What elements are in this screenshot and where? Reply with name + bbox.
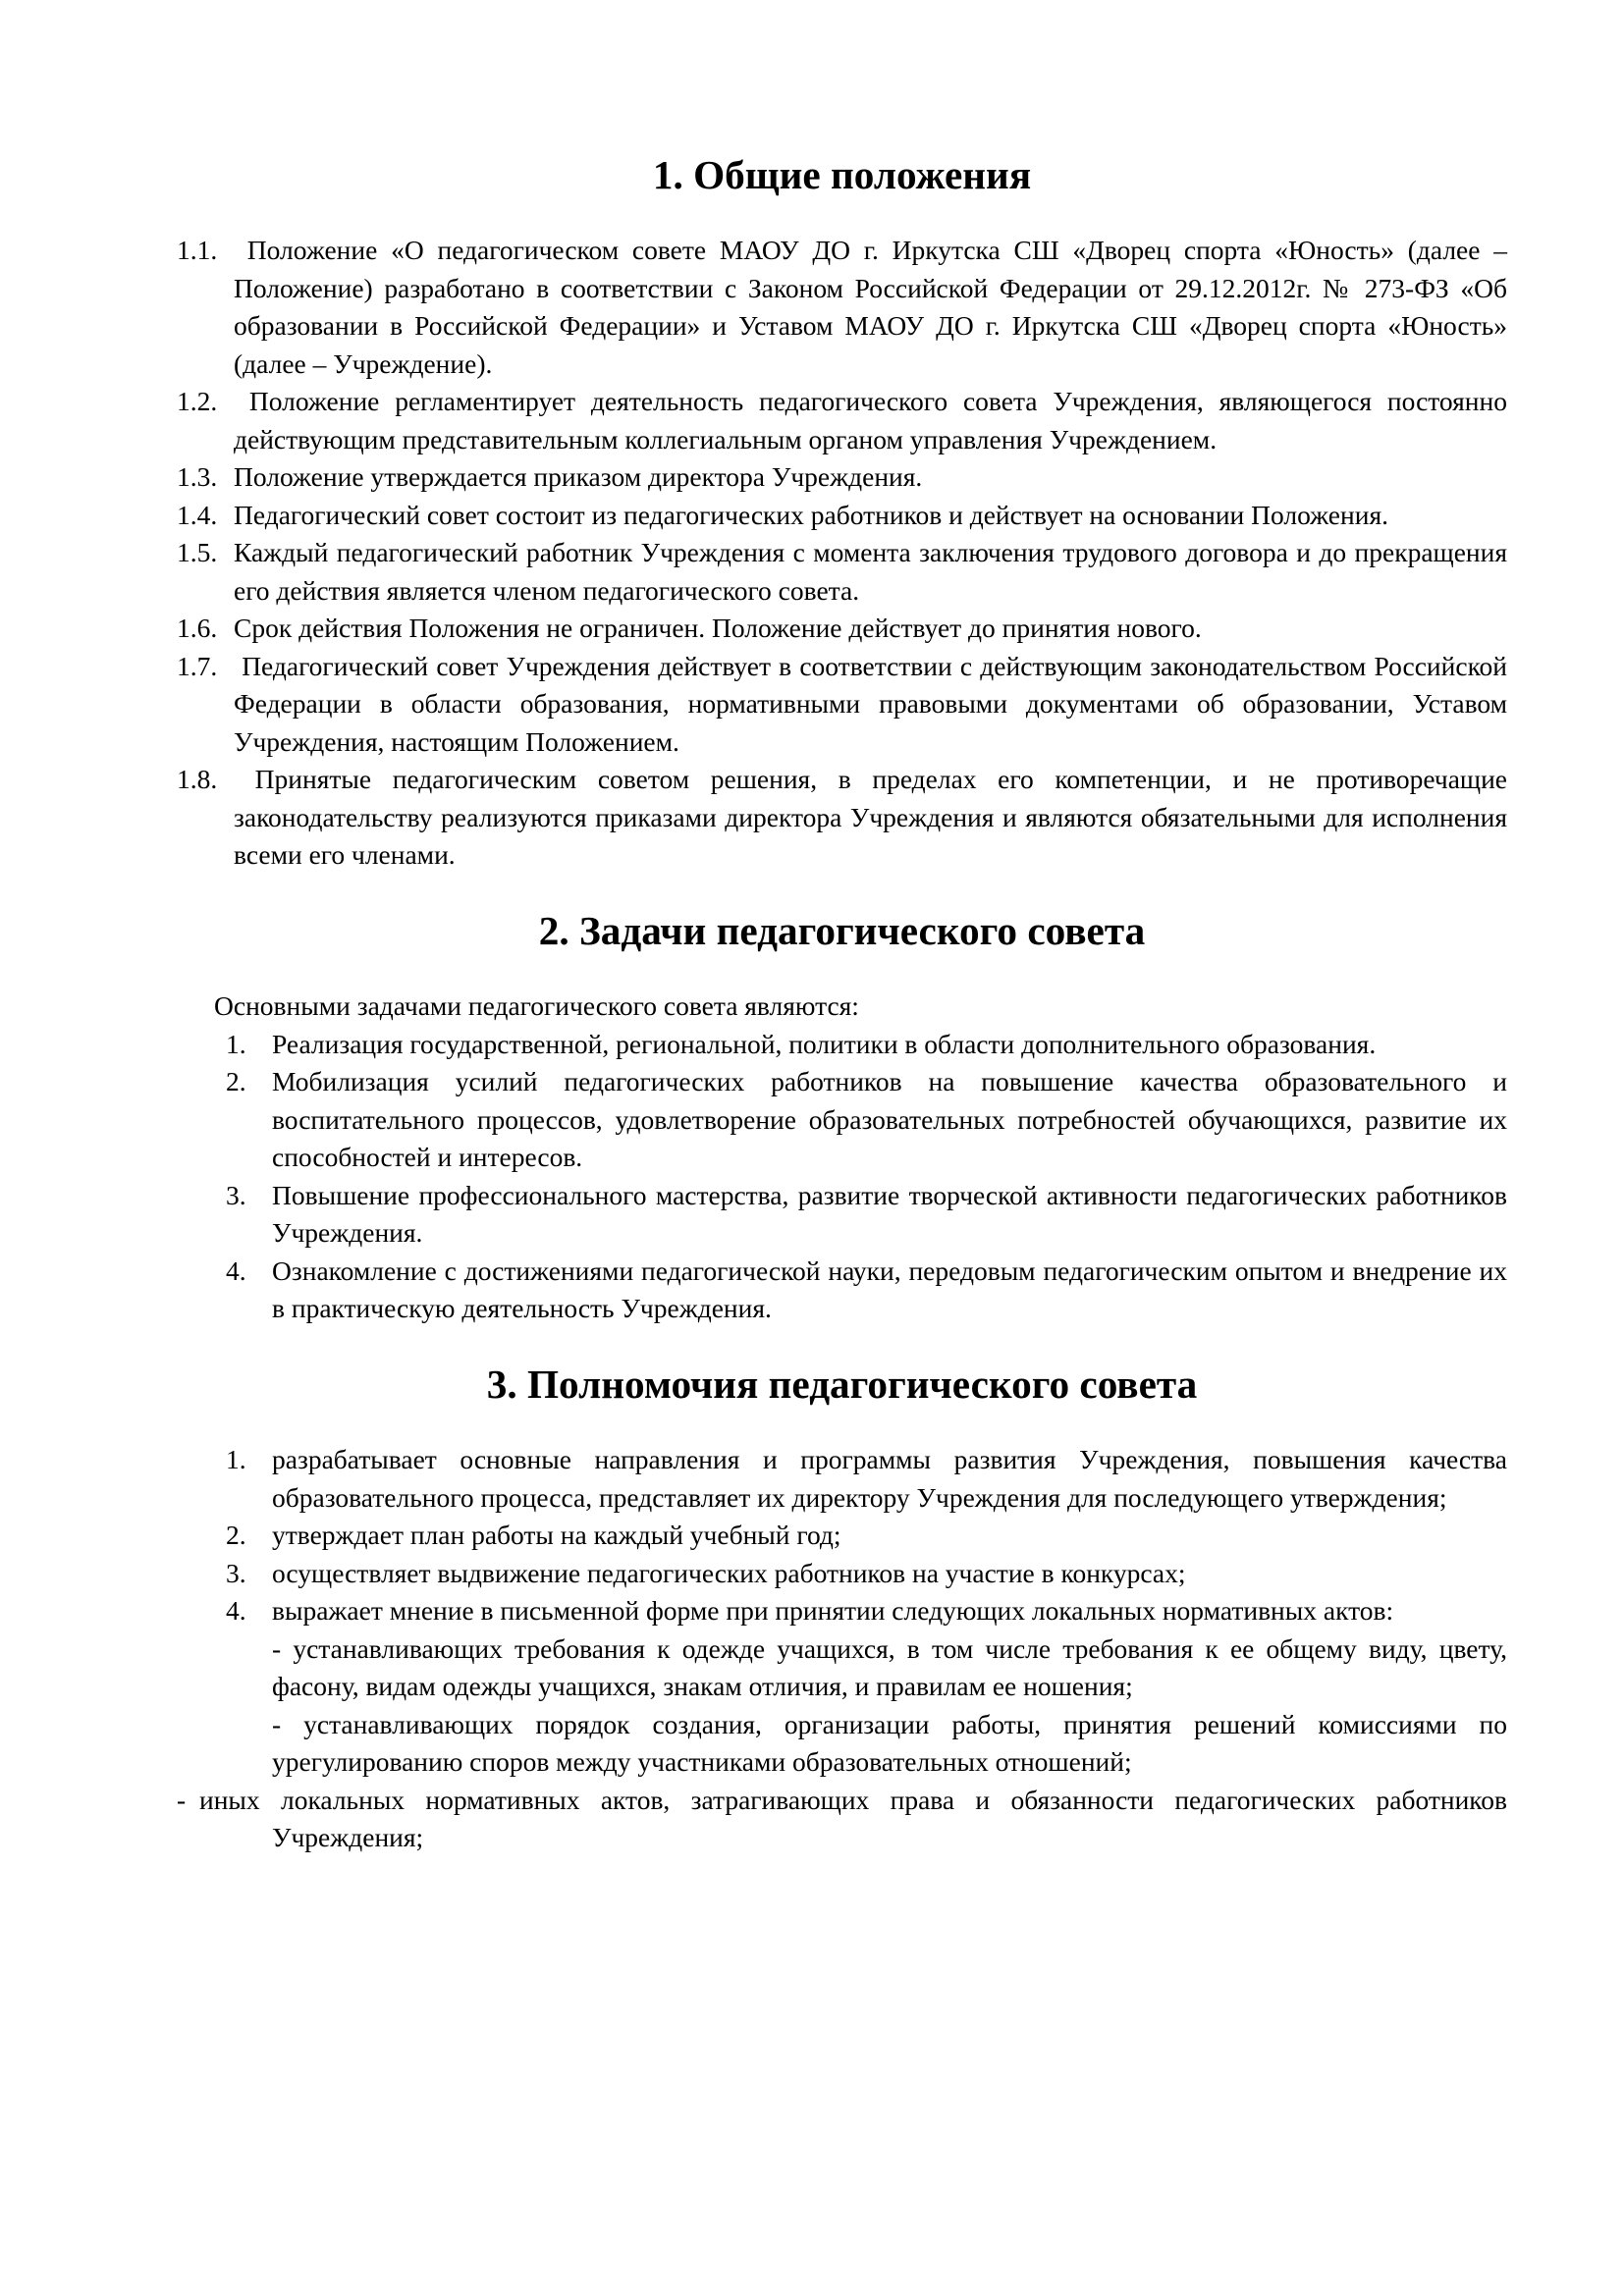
- power-item-4: [177, 1592, 1507, 1630]
- clause-number: 1.5.: [177, 537, 218, 567]
- clause-1-4: [177, 497, 1507, 535]
- item-text: иных локальных нормативных актов, затрагивающих права и обязанности педагогических работников Учреждения;: [199, 1784, 1507, 1852]
- spacer: [177, 875, 1507, 913]
- clause-1-7: [177, 648, 1507, 762]
- clause-1-3: [177, 458, 1507, 497]
- task-item-2: [177, 1063, 1507, 1177]
- item-number: 2.: [226, 1066, 246, 1096]
- document-page: [177, 152, 1507, 1857]
- section-1-heading: 1. Общие положения: [652, 152, 1032, 197]
- clause-1-6: [177, 610, 1507, 648]
- item-text: осуществляет выдвижение педагогических работников на участие в конкурсах;: [272, 1557, 1186, 1588]
- clause-number: 1.4.: [177, 499, 218, 530]
- item-text: Ознакомление с достижениями педагогической науки, передовым педагогическим опытом и внедрение их в практическую деятельность Учреждения.: [272, 1255, 1507, 1323]
- sub-item-clothing: - устанавливающих требования к одежде учащихся, в том числе требования к ее общему виду, цвету, фасону, видам одежды учащихся, знакам отличия, и правилам ее ношения;: [272, 1632, 1507, 1701]
- clause-1-8: [177, 761, 1507, 875]
- clause-text: Положение регламентирует деятельность педагогического совета Учреждения, являющегося постоянно действующим представительным коллегиальным органом управления Учреждением.: [234, 386, 1507, 454]
- spacer: [177, 1328, 1507, 1366]
- item-text: Повышение профессионального мастерства, развитие творческой активности педагогических работников Учреждения.: [272, 1179, 1507, 1248]
- clause-number: 1.7.: [177, 650, 218, 681]
- item-number: 3.: [226, 1179, 246, 1210]
- section-2-list: [177, 1026, 1507, 1328]
- section-2-heading: 2. Задачи педагогического совета: [538, 908, 1146, 953]
- item-number: 3.: [226, 1557, 246, 1588]
- item-number: 4.: [226, 1255, 246, 1286]
- clause-number: 1.1.: [177, 235, 218, 265]
- item-number: 1.: [226, 1444, 246, 1474]
- spacer: [177, 194, 1507, 233]
- clause-text: Положение утверждается приказом директора Учреждения.: [234, 461, 923, 492]
- spacer: [177, 950, 1507, 988]
- clause-text: Принятые педагогическим советом решения, в пределах его компетенции, и не противоречащие законодательству реализуются приказами директора Учреждения и являются обязательными для исполнения всеми его членами.: [234, 764, 1507, 870]
- sub-item-other-acts: [177, 1782, 1507, 1857]
- task-item-1: [177, 1026, 1507, 1064]
- clause-1-5: [177, 534, 1507, 610]
- clause-text: Каждый педагогический работник Учреждения с момента заключения трудового договора и до прекращения его действия является членом педагогического совета.: [234, 537, 1507, 606]
- spacer: [177, 1404, 1507, 1442]
- task-item-3: [177, 1177, 1507, 1253]
- item-text: Мобилизация усилий педагогических работников на повышение качества образовательного и воспитательного процессов, удовлетворение образовательных потребностей обучающихся, развитие их способностей и интересов.: [272, 1066, 1507, 1172]
- clause-number: 1.8.: [177, 764, 218, 794]
- section-3-list: [177, 1441, 1507, 1857]
- clause-text: Положение «О педагогическом совете МАОУ ДО г. Иркутска СШ «Дворец спорта «Юность» (далее – Положение) разработано в соответствии с Законом Российской Федерации от 29.12.2012г. № 273-ФЗ «Об образовании в Российской Федерации» и Уставом МАОУ ДО г. Иркутска СШ «Дворец спорта «Юность» (далее – Учреждение).: [234, 235, 1507, 379]
- power-item-3: [177, 1555, 1507, 1593]
- item-text: разрабатывает основные направления и программы развития Учреждения, повышения качества образовательного процесса, представляет их директору Учреждения для последующего утверждения;: [272, 1444, 1507, 1513]
- clause-text: Срок действия Положения не ограничен. Положение действует до принятия нового.: [234, 613, 1202, 643]
- item-number: 4.: [226, 1595, 246, 1626]
- section-3-heading: 3. Полномочия педагогического совета: [486, 1362, 1198, 1407]
- item-number: 1.: [226, 1028, 246, 1059]
- task-item-4: [177, 1253, 1507, 1328]
- section-1-list: [177, 232, 1507, 875]
- sub-item-commissions: - устанавливающих порядок создания, организации работы, принятия решений комиссиями по урегулированию споров между участниками образовательных отношений;: [272, 1708, 1507, 1777]
- clause-text: Педагогический совет состоит из педагогических работников и действует на основании Положения.: [234, 499, 1388, 530]
- clause-1-1: [177, 232, 1507, 383]
- power-item-1: [177, 1441, 1507, 1517]
- clause-text: Педагогический совет Учреждения действует в соответствии с действующим законодательством Российской Федерации в области образования, нормативными правовыми документами об образовании, Уставом Учреждения, настоящим Положением.: [234, 650, 1507, 757]
- item-text: утверждает план работы на каждый учебный год;: [272, 1520, 841, 1550]
- item-number: 2.: [226, 1520, 246, 1550]
- dash-marker: -: [177, 1784, 187, 1815]
- clause-number: 1.2.: [177, 386, 218, 416]
- item-text: выражает мнение в письменной форме при принятии следующих локальных нормативных актов:: [272, 1595, 1394, 1626]
- power-item-2: [177, 1517, 1507, 1555]
- item-text: Реализация государственной, региональной, политики в области дополнительного образования.: [272, 1028, 1377, 1059]
- clause-1-2: [177, 383, 1507, 458]
- clause-number: 1.6.: [177, 613, 218, 643]
- clause-number: 1.3.: [177, 461, 218, 492]
- section-2-intro: Основными задачами педагогического совета являются:: [214, 990, 859, 1021]
